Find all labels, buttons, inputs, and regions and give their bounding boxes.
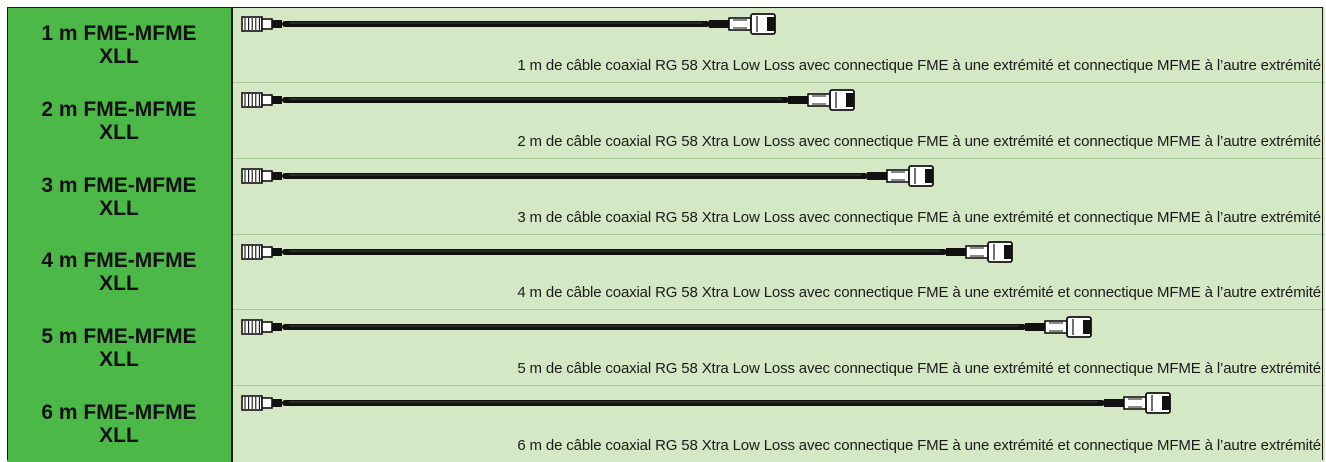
product-name (9, 325, 229, 371)
coaxial-cable-jacket (282, 21, 710, 27)
coaxial-cable-icon (241, 314, 1105, 340)
product-name (9, 22, 229, 68)
mfme-connector-tip (846, 93, 854, 107)
product-catalog (7, 7, 1325, 462)
product-content-cell (233, 310, 1325, 386)
coaxial-cable-icon (241, 87, 868, 113)
product-content-cell (233, 386, 1325, 462)
product-description: 5 m de câble coaxial RG 58 Xtra Low Loss avec connectique FME à une extrémité et connectique MFME à l’autre extrémité (517, 360, 1321, 378)
coaxial-cable-jacket (282, 249, 947, 255)
product-name-line1: 1 m FME-MFME (41, 22, 197, 45)
product-label-cell (7, 386, 233, 462)
fme-connector-sleeve (272, 248, 282, 256)
product-description: 3 m de câble coaxial RG 58 Xtra Low Loss avec connectique FME à une extrémité et connectique MFME à l’autre extrémité (517, 208, 1321, 226)
product-content-cell (233, 159, 1325, 235)
mfme-connector-icon (1025, 317, 1091, 337)
mfme-connector-sleeve (788, 96, 808, 104)
product-label-cell (7, 83, 233, 159)
coaxial-cable-icon (241, 163, 947, 189)
product-row-3m (7, 159, 1325, 235)
product-name-line1: 5 m FME-MFME (41, 325, 197, 349)
fme-connector-sleeve (272, 323, 282, 331)
fme-connector-icon (242, 93, 282, 107)
coaxial-cable-jacket (282, 173, 868, 179)
product-row-4m (7, 235, 1325, 311)
coaxial-cable-icon (241, 390, 1184, 416)
fme-connector-body (262, 247, 272, 257)
product-description: 1 m de câble coaxial RG 58 Xtra Low Loss avec connectique FME à une extrémité et connectique MFME à l’autre extrémité (517, 57, 1321, 74)
mfme-connector-icon (709, 14, 775, 34)
mfme-connector-tip (767, 17, 775, 31)
product-row-6m (7, 386, 1325, 462)
mfme-connector-icon (946, 242, 1012, 262)
product-name-line2: XLL (99, 424, 139, 448)
product-description: 2 m de câble coaxial RG 58 Xtra Low Loss avec connectique FME à une extrémité et connectique MFME à l’autre extrémité (517, 132, 1321, 150)
fme-connector-body (262, 398, 272, 408)
product-name (9, 174, 229, 220)
product-name (9, 98, 229, 144)
product-name (9, 249, 229, 295)
product-description: 6 m de câble coaxial RG 58 Xtra Low Loss avec connectique FME à une extrémité et connectique MFME à l’autre extrémité (517, 436, 1321, 454)
product-name-line2: XLL (99, 120, 139, 144)
product-name-line1: 6 m FME-MFME (41, 401, 197, 425)
fme-connector-sleeve (272, 96, 282, 104)
product-label-cell (7, 159, 233, 235)
fme-connector-icon (242, 169, 282, 183)
product-name-line2: XLL (99, 348, 139, 372)
mfme-connector-tip (1162, 396, 1170, 410)
mfme-connector-sleeve (1025, 323, 1045, 331)
product-name-line2: XLL (99, 45, 139, 68)
mfme-connector-sleeve (867, 172, 887, 180)
product-label-cell (7, 7, 233, 83)
fme-connector-sleeve (272, 172, 282, 180)
mfme-connector-icon (788, 90, 854, 110)
fme-connector-body (262, 19, 272, 29)
fme-connector-icon (242, 17, 282, 31)
product-row-1m (7, 7, 1325, 83)
mfme-connector-sleeve (709, 20, 729, 28)
mfme-connector-icon (867, 166, 933, 186)
mfme-connector-sleeve (946, 248, 966, 256)
fme-connector-icon (242, 396, 282, 410)
mfme-connector-tip (925, 169, 933, 183)
fme-connector-sleeve (272, 399, 282, 407)
coaxial-cable-jacket (282, 324, 1026, 330)
product-content-cell (233, 83, 1325, 159)
mfme-connector-sleeve (1104, 399, 1124, 407)
coaxial-cable-icon (241, 11, 789, 37)
product-row-2m (7, 83, 1325, 159)
product-label-cell (7, 235, 233, 311)
product-name (9, 401, 229, 447)
product-description: 4 m de câble coaxial RG 58 Xtra Low Loss avec connectique FME à une extrémité et connectique MFME à l’autre extrémité (517, 284, 1321, 302)
fme-connector-body (262, 95, 272, 105)
product-name-line2: XLL (99, 196, 139, 220)
coaxial-cable-icon (241, 239, 1026, 265)
product-content-cell (233, 235, 1325, 311)
product-content-cell (233, 7, 1325, 83)
fme-connector-icon (242, 320, 282, 334)
coaxial-cable-jacket (282, 97, 789, 103)
mfme-connector-tip (1004, 245, 1012, 259)
fme-connector-body (262, 171, 272, 181)
product-label-cell (7, 310, 233, 386)
product-name-line2: XLL (99, 272, 139, 296)
mfme-connector-icon (1104, 393, 1170, 413)
fme-connector-icon (242, 245, 282, 259)
fme-connector-body (262, 322, 272, 332)
mfme-connector-tip (1083, 320, 1091, 334)
coaxial-cable-jacket (282, 400, 1105, 406)
product-name-line1: 3 m FME-MFME (41, 173, 197, 197)
fme-connector-sleeve (272, 20, 282, 28)
product-row-5m (7, 310, 1325, 386)
product-name-line1: 4 m FME-MFME (41, 249, 197, 273)
product-name-line1: 2 m FME-MFME (41, 97, 197, 121)
